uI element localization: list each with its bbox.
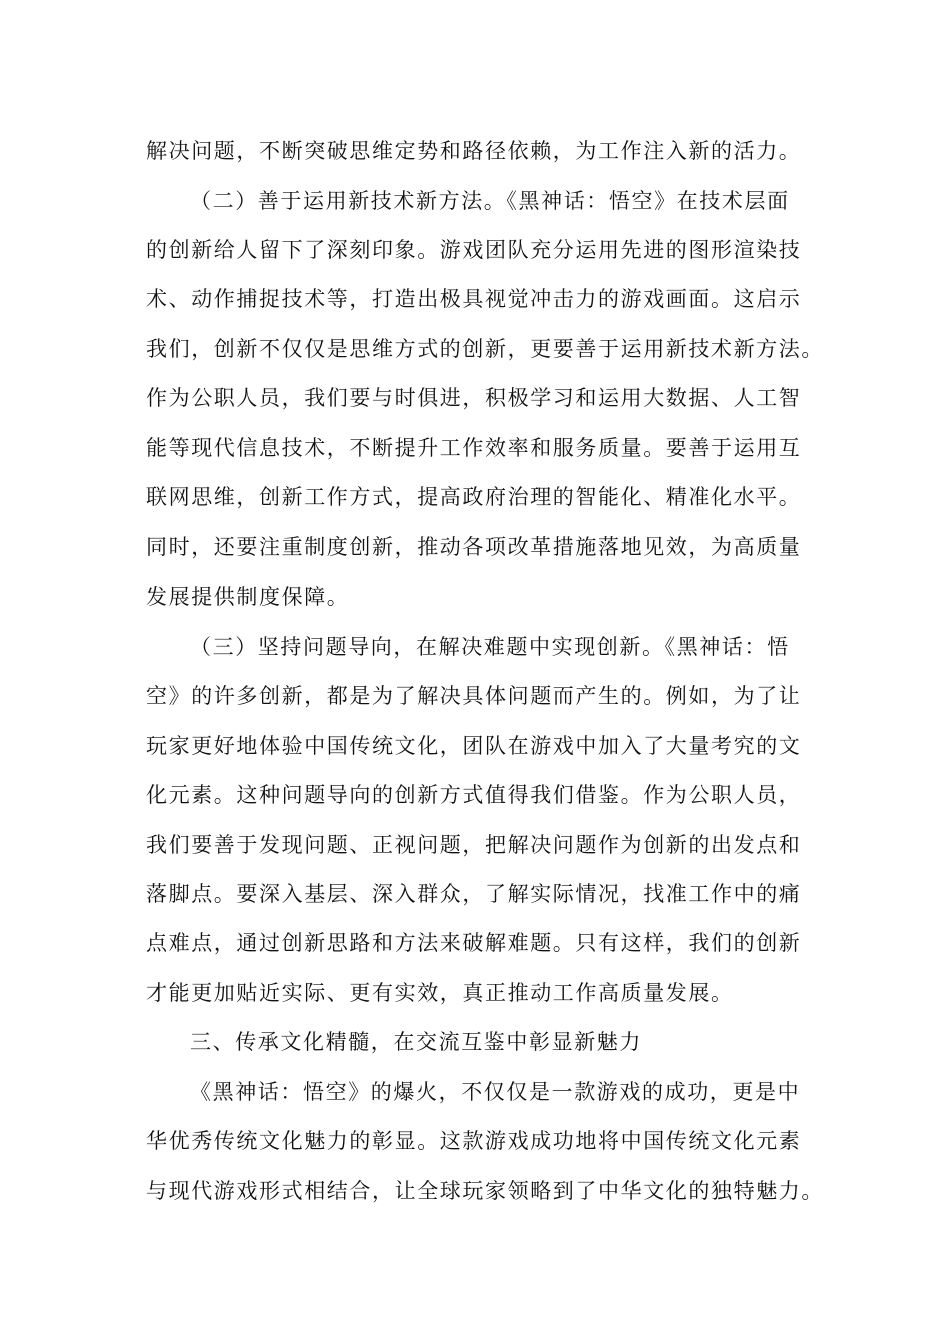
text-line: 落脚点。要深入基层、深入群众，了解实际情况，找准工作中的痛 bbox=[146, 882, 802, 906]
text-line: 化元素。这种问题导向的创新方式值得我们借鉴。作为公职人员， bbox=[146, 783, 802, 807]
text-line: 我们要善于发现问题、正视问题，把解决问题作为创新的出发点和 bbox=[146, 833, 802, 857]
text-line: 《黑神话：悟空》的爆火，不仅仅是一款游戏的成功，更是中 bbox=[190, 1080, 801, 1104]
text-line: 术、动作捕捉技术等，打造出极具视觉冲击力的游戏画面。这启示 bbox=[146, 287, 802, 311]
text-line: 与现代游戏形式相结合，让全球玩家领略到了中华文化的独特魅力。 bbox=[146, 1179, 824, 1203]
paragraph-heading-2: （二）善于运用新技术新方法。《黑神话：悟空》在技术层面 bbox=[190, 189, 790, 213]
text-line: 我们，创新不仅仅是思维方式的创新，更要善于运用新技术新方法。 bbox=[146, 337, 824, 361]
text-line: 联网思维，创新工作方式，提高政府治理的智能化、精准化水平。 bbox=[146, 485, 802, 509]
text-line: 解决问题，不断突破思维定势和路径依赖，为工作注入新的活力。 bbox=[146, 139, 802, 163]
text-line: 发展提供制度保障。 bbox=[146, 585, 350, 609]
text-line: 能等现代信息技术，不断提升工作效率和服务质量。要善于运用互 bbox=[146, 436, 802, 460]
text-line: 同时，还要注重制度创新，推动各项改革措施落地见效，为高质量 bbox=[146, 535, 802, 559]
paragraph-heading-3: （三）坚持问题导向，在解决难题中实现创新。《黑神话：悟 bbox=[190, 635, 790, 659]
text-line: 的创新给人留下了深刻印象。游戏团队充分运用先进的图形渲染技 bbox=[146, 238, 802, 262]
section-heading-3: 三、传承文化精髓，在交流互鉴中彰显新魅力 bbox=[190, 1030, 642, 1054]
text-line: 玩家更好地体验中国传统文化，团队在游戏中加入了大量考究的文 bbox=[146, 734, 802, 758]
text-line: 空》的许多创新，都是为了解决具体问题而产生的。例如，为了让 bbox=[146, 684, 802, 708]
text-line: 作为公职人员，我们要与时俱进，积极学习和运用大数据、人工智 bbox=[146, 386, 802, 410]
text-line: 华优秀传统文化魅力的彰显。这款游戏成功地将中国传统文化元素 bbox=[146, 1129, 802, 1153]
text-line: 点难点，通过创新思路和方法来破解难题。只有这样，我们的创新 bbox=[146, 931, 802, 955]
text-line: 才能更加贴近实际、更有实效，真正推动工作高质量发展。 bbox=[146, 981, 734, 1005]
